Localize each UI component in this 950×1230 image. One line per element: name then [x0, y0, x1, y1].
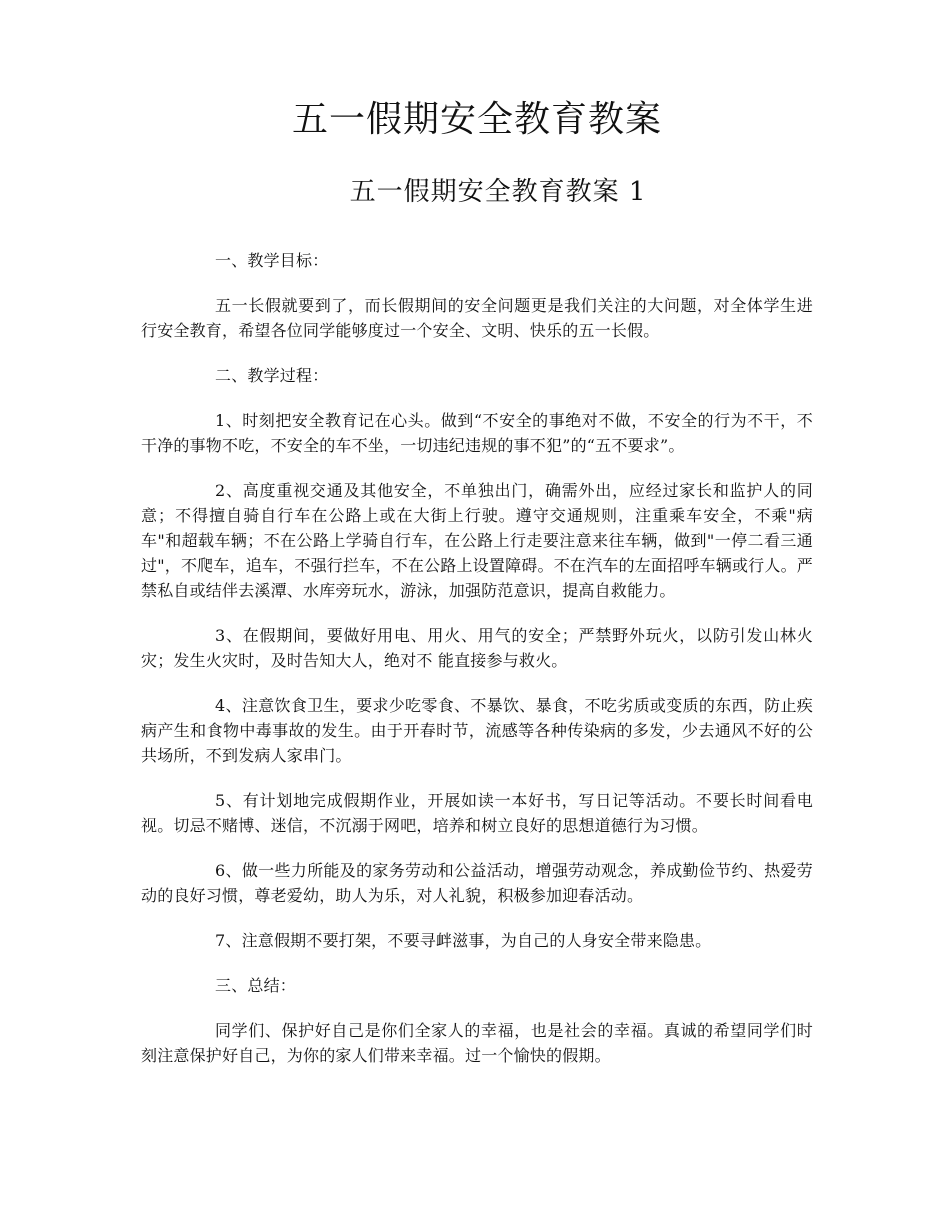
paragraph: 1、时刻把安全教育记在心头。做到“不安全的事绝对不做，不安全的行为不干，不干净的事物不吃，不安全的车不坐，一切违纪违规的事不犯”的“五不要求”。	[141, 411, 813, 455]
paragraph: 6、做一些力所能及的家务劳动和公益活动，增强劳动观念，养成勤俭节约、热爱劳动的良好习惯，尊老爱幼，助人为乐，对人礼貌，积极参加迎春活动。	[141, 861, 813, 905]
paragraph: 同学们、保护好自己是你们全家人的幸福，也是社会的幸福。真诚的希望同学们时刻注意保护好自己，为你的家人们带来幸福。过一个愉快的假期。	[141, 1021, 813, 1065]
paragraph: 5、有计划地完成假期作业，开展如读一本好书，写日记等活动。不要长时间看电视。切忌不赌博、迷信，不沉溺于网吧，培养和树立良好的思想道德行为习惯。	[141, 791, 813, 835]
paragraph: 7、注意假期不要打架，不要寻衅滋事，为自己的人身安全带来隐患。	[215, 931, 712, 950]
document-body	[141, 248, 813, 1068]
paragraph: 3、在假期间，要做好用电、用火、用气的安全；严禁野外玩火，以防引发山林火灾；发生火灾时，及时告知大人，绝对不 能直接参与救火。	[141, 626, 813, 670]
section-title: 五一假期安全教育教案 1	[349, 177, 647, 207]
paragraph: 2、高度重视交通及其他安全，不单独出门，确需外出，应经过家长和监护人的同意；不得擅自骑自行车在公路上或在大街上行驶。遵守交通规则，注重乘车安全，不乘"病车"和超载车辆；不在公路上学骑自行车，在公路上行走要注意来往车辆，做到"一停二看三通过"，不爬车，追车，不强行拦车，不在公路上设置障碍。不在汽车的左面招呼车辆或行人。严禁私自或结伴去溪潭、水库旁玩水，游泳，加强防范意识，提高自救能力。	[141, 481, 813, 600]
paragraph-heading-objectives: 一、教学目标：	[215, 251, 329, 270]
paragraph: 五一长假就要到了，而长假期间的安全问题更是我们关注的大问题，对全体学生进行安全教育，希望各位同学能够度过一个安全、文明、快乐的五一长假。	[141, 296, 813, 340]
document-title: 五一假期安全教育教案	[291, 99, 662, 140]
paragraph-heading-summary: 三、总结：	[215, 976, 297, 995]
paragraph: 4、注意饮食卫生，要求少吃零食、不暴饮、暴食，不吃劣质或变质的东西，防止疾病产生和食物中毒事故的发生。由于开春时节，流感等各种传染病的多发，少去通风不好的公共场所，不到发病人家串门。	[141, 696, 813, 765]
paragraph-heading-process: 二、教学过程：	[215, 366, 329, 385]
